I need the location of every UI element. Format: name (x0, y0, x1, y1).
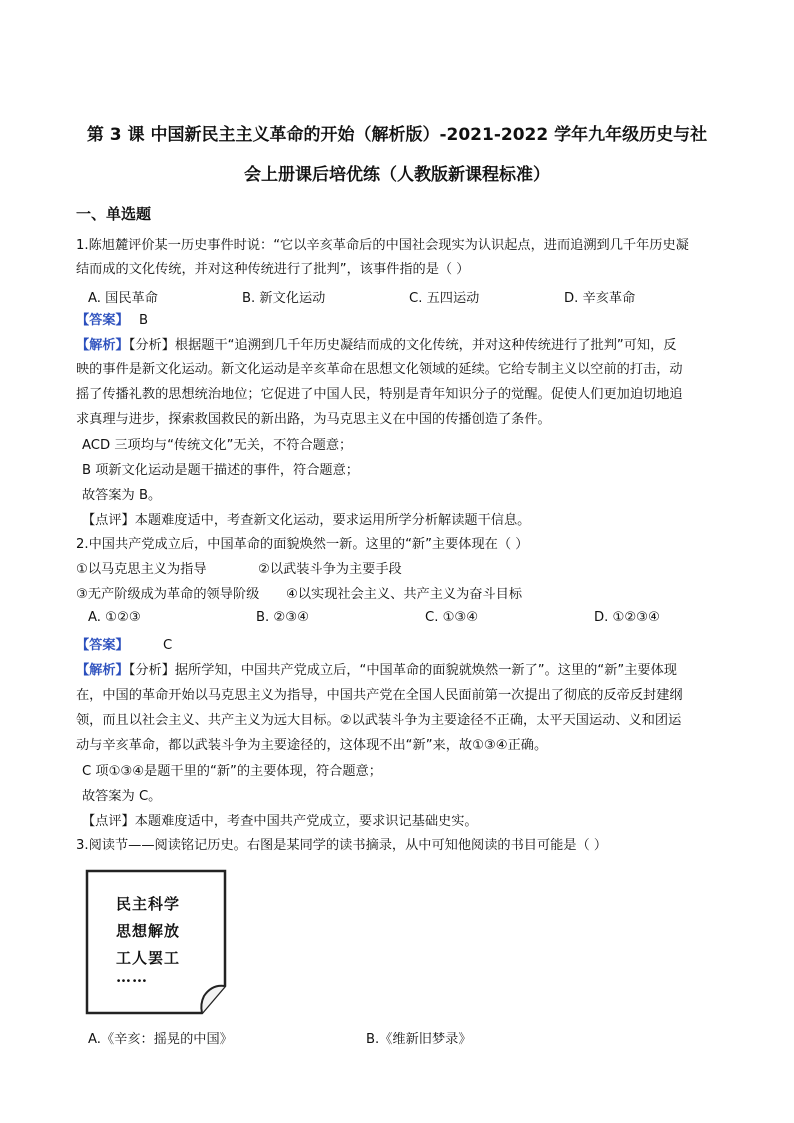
q2-analysis-line1: 【解析】【分析】据所学知，中国共产党成立后，“中国革命的面貌就焕然一新了”。这里的“新”主要体现 (76, 663, 677, 678)
note-line-1: 民主科学 (116, 895, 181, 913)
answer-value: B (138, 313, 149, 328)
q2-option-c: C. ①③④ (425, 610, 479, 625)
q1-analysis-line1: 【解析】【分析】根据题干“追溯到几千年历史凝结而成的文化传统，并对这种传统进行了批判”可知，反 (76, 338, 677, 353)
q2-line6: 故答案为 C。 (82, 789, 162, 804)
q1-option-b: B. 新文化运动 (242, 291, 326, 306)
q1-line5: ACD 三项均与“传统文化”无关，不符合题意； (82, 438, 353, 453)
note-line-3: 工人罢工 (116, 949, 181, 967)
reading-note-image (84, 868, 229, 1016)
q1-comment: 【点评】本题难度适中，考查新文化运动，要求运用所学分析解读题干信息。 (82, 513, 531, 528)
q1-line6: B 项新文化运动是题干描述的事件，符合题意； (82, 463, 359, 478)
q2-item3: ③无产阶级成为革命的领导阶级 (76, 587, 260, 602)
q2-option-d: D. ①②③④ (594, 610, 660, 625)
note-line-2: 思想解放 (116, 922, 181, 940)
q2-comment: 【点评】本题难度适中，考查中国共产党成立，要求识记基础史实。 (82, 814, 478, 829)
q2-analysis-line3: 领，而且以社会主义、共产主义为远大目标。②以武装斗争为主要途径不正确，太平天国运动、义和团运 (76, 713, 682, 728)
answer-tag: 【答案】 (76, 638, 129, 653)
note-paper-icon (84, 868, 229, 1016)
doc-title-line2: 会上册课后培优练（人教版新课程标准） (244, 165, 550, 185)
q1-option-c: C. 五四运动 (409, 291, 480, 306)
q1-stem-line2: 结而成的文化传统，并对这种传统进行了批判”，该事件指的是（ ） (76, 262, 470, 277)
answer-value: C (162, 638, 173, 653)
q3-option-a: A.《辛亥：摇晃的中国》 (88, 1032, 233, 1047)
section-heading: 一、单选题 (76, 205, 152, 223)
q2-analysis-line2: 在，中国的革命开始以马克思主义为指导，中国共产党在全国人民面前第一次提出了彻底的反帝反封建纲 (76, 688, 683, 703)
q2-item1: ①以马克思主义为指导 (76, 562, 207, 577)
analysis-tag: 【解析】 (76, 663, 129, 678)
analysis-tag: 【解析】 (76, 338, 129, 353)
q1-option-d: D. 辛亥革命 (564, 291, 636, 306)
q1-answer (76, 311, 148, 331)
q2-option-a: A. ①②③ (88, 610, 141, 625)
q1-option-a: A. 国民革命 (88, 291, 158, 306)
q2-stem: 2.中国共产党成立后，中国革命的面貌焕然一新。这里的“新”主要体现在（ ） (76, 537, 529, 552)
q2-option-b: B. ②③④ (256, 610, 309, 625)
q3-stem: 3.阅读节——阅读铭记历史。右图是某同学的读书摘录，从中可知他阅读的书目可能是（ ） (76, 838, 608, 853)
doc-title-line1: 第 3 课 中国新民主主义革命的开始（解析版）-2021-2022 学年九年级历史与社 (86, 125, 708, 145)
q1-line7: 故答案为 B。 (82, 488, 162, 503)
q2-item4: ④以实现社会主义、共产主义为奋斗目标 (286, 587, 523, 602)
q2-answer (76, 636, 172, 656)
q3-option-b: B.《维新旧梦录》 (366, 1032, 472, 1047)
q2-line5: C 项①③④是题干里的“新”的主要体现，符合题意； (82, 764, 382, 779)
q1-analysis-line4: 求真理与进步，探索救国救民的新出路，为马克思主义在中国的传播创造了条件。 (76, 412, 551, 427)
answer-tag: 【答案】 (76, 313, 129, 328)
q1-analysis-line2: 映的事件是新文化运动。新文化运动是辛亥革命在思想文化领域的延续。它给专制主义以空前的打击，动 (76, 362, 683, 377)
q2-analysis-line4: 动与辛亥革命，都以武装斗争为主要途径的，这体现不出“新”来，故①③④正确。 (76, 738, 548, 753)
q2-item2: ②以武装斗争为主要手段 (258, 562, 402, 577)
note-line-4: …… (116, 968, 148, 986)
q1-analysis-line3: 摇了传播礼教的思想统治地位；它促进了中国人民，特别是青年知识分子的觉醒。促使人们更加迫切地追 (76, 387, 683, 402)
q1-stem-line1: 1.陈旭麓评价某一历史事件时说：“它以辛亥革命后的中国社会现实为认识起点，进而追溯到几千年历史凝 (76, 238, 689, 253)
